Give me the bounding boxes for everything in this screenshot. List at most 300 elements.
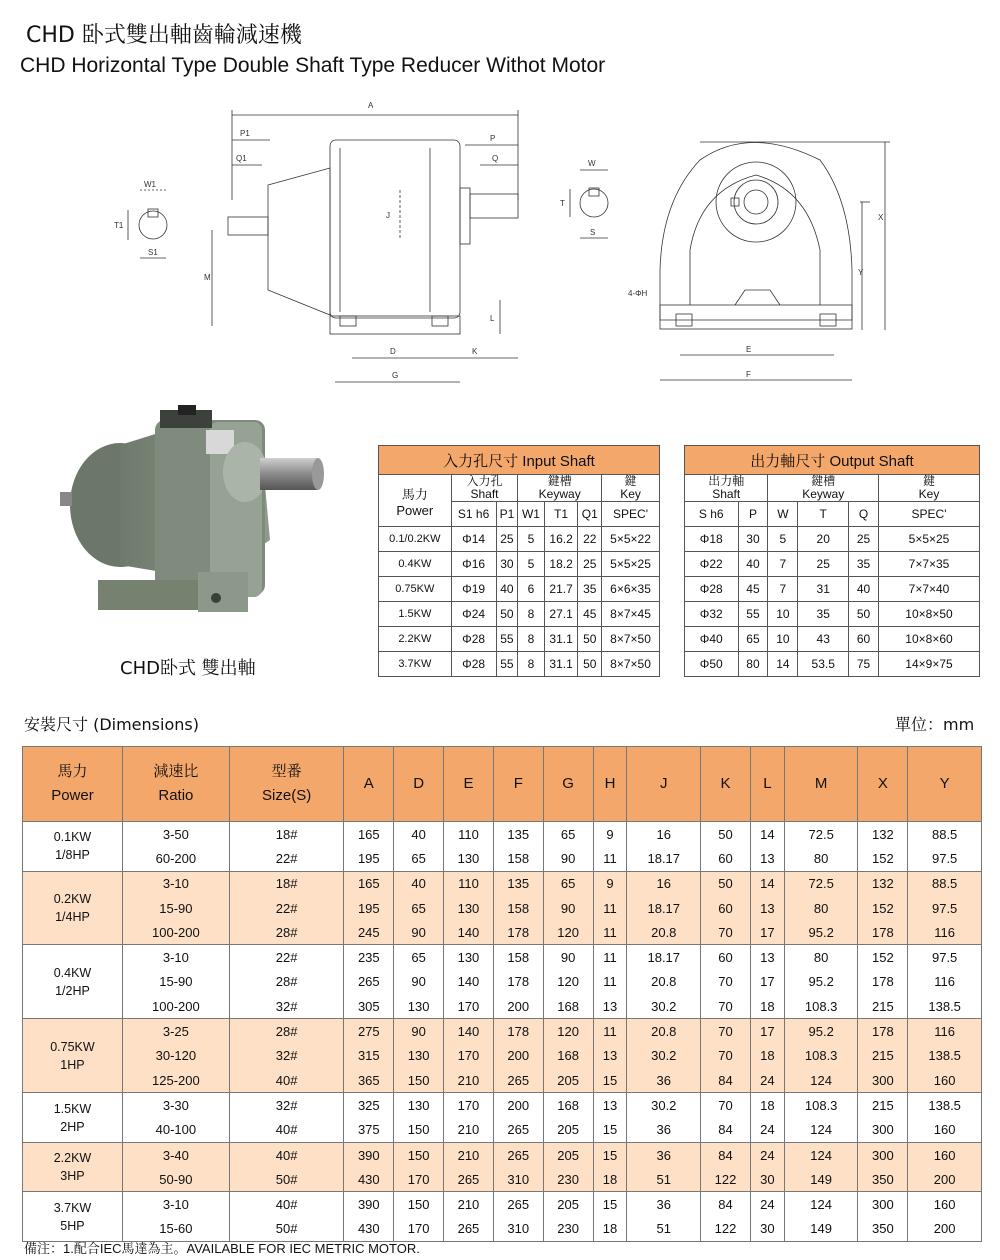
dimensions-table: [22, 746, 982, 1242]
dims-cell: 13: [593, 1093, 627, 1118]
dims-cell: 215: [858, 1093, 908, 1118]
dims-cell: 11: [593, 920, 627, 945]
dims-cell: 200: [908, 1217, 982, 1242]
label-p1: P1: [240, 129, 250, 138]
input-shaft-table: [378, 445, 660, 677]
dims-cell: 165: [344, 871, 394, 896]
dims-cell: 40-100: [122, 1118, 229, 1143]
dims-cell: 50#: [229, 1167, 344, 1192]
table-cell: 31.1: [544, 627, 578, 652]
dims-cell: 13: [750, 896, 784, 920]
input-key-group: 鍵 Key: [602, 475, 660, 502]
dims-col-header: M: [784, 747, 858, 822]
dims-col-header: A: [344, 747, 394, 822]
output-table-header: 出力軸尺寸 Output Shaft: [685, 446, 980, 475]
dims-cell: 210: [444, 1118, 494, 1143]
out-col-header: Q: [849, 502, 879, 527]
in-col-header: T1: [544, 502, 578, 527]
dims-cell: 80: [784, 945, 858, 970]
dims-cell: 50#: [229, 1217, 344, 1242]
table-cell: 8: [518, 602, 544, 627]
dims-cell: 40#: [229, 1142, 344, 1167]
power-cell: 0.75KW 1HP: [23, 1019, 123, 1093]
dims-cell: 350: [858, 1217, 908, 1242]
dims-cell: 18.17: [627, 945, 701, 970]
dims-cell: 30: [750, 1167, 784, 1192]
page-title-zh: CHD 卧式雙出軸齒輪減速機: [26, 23, 302, 48]
dims-col-header: G: [543, 747, 593, 822]
front-view-drawing: [660, 142, 890, 380]
dims-cell: 32#: [229, 1044, 344, 1068]
dims-cell: 18#: [229, 871, 344, 896]
dims-cell: 84: [701, 1118, 751, 1143]
dims-cell: 28#: [229, 1019, 344, 1044]
dims-cell: 90: [543, 945, 593, 970]
dims-cell: 315: [344, 1044, 394, 1068]
dims-cell: 132: [858, 871, 908, 896]
table-row: [379, 527, 660, 552]
dims-cell: 178: [493, 1019, 543, 1044]
dims-cell: 150: [394, 1192, 444, 1217]
label-t1: T1: [114, 221, 124, 230]
table-cell: Φ40: [685, 627, 739, 652]
output-key-group: 鍵 Key: [879, 475, 980, 502]
table-cell: 5: [518, 552, 544, 577]
dims-cell: 88.5: [908, 871, 982, 896]
dims-cell: 18: [750, 994, 784, 1019]
dims-cell: 130: [394, 994, 444, 1019]
dims-row: [23, 945, 982, 970]
dims-cell: 30.2: [627, 1044, 701, 1068]
label-j: J: [386, 211, 390, 220]
dims-cell: 168: [543, 1044, 593, 1068]
table-cell: 0.4KW: [379, 552, 452, 577]
dims-cell: 200: [493, 1093, 543, 1118]
label-q1: Q1: [236, 154, 247, 163]
dims-cell: 40#: [229, 1118, 344, 1143]
dims-cell: 17: [750, 1019, 784, 1044]
table-cell: 35: [578, 577, 602, 602]
dims-cell: 90: [394, 1019, 444, 1044]
dims-cell: 97.5: [908, 846, 982, 871]
table-cell: 0.1/0.2KW: [379, 527, 452, 552]
dims-cell: 18: [750, 1044, 784, 1068]
dims-cell: 265: [493, 1118, 543, 1143]
dims-row: [23, 1192, 982, 1217]
dims-row: [23, 1167, 982, 1192]
dims-cell: 390: [344, 1142, 394, 1167]
dims-cell: 36: [627, 1192, 701, 1217]
table-cell: Φ19: [451, 577, 496, 602]
dims-cell: 36: [627, 1142, 701, 1167]
dims-cell: 15: [593, 1192, 627, 1217]
dims-cell: 20.8: [627, 970, 701, 994]
table-cell: 35: [798, 602, 849, 627]
table-cell: 43: [798, 627, 849, 652]
table-cell: 7×7×35: [879, 552, 980, 577]
table-row: [379, 627, 660, 652]
dims-cell: 300: [858, 1142, 908, 1167]
dims-cell: 18: [750, 1093, 784, 1118]
dims-cell: 152: [858, 896, 908, 920]
dims-cell: 375: [344, 1118, 394, 1143]
dims-cell: 60: [701, 945, 751, 970]
dims-cell: 205: [543, 1068, 593, 1093]
dims-cell: 15-60: [122, 1217, 229, 1242]
dims-cell: 124: [784, 1068, 858, 1093]
dims-cell: 200: [908, 1167, 982, 1192]
photo-caption: CHD卧式 雙出軸: [120, 658, 256, 679]
dims-row: [23, 920, 982, 945]
dims-cell: 168: [543, 994, 593, 1019]
table-cell: 5: [518, 527, 544, 552]
table-cell: 7×7×40: [879, 577, 980, 602]
dims-cell: 130: [444, 846, 494, 871]
input-table-header: 入力孔尺寸 Input Shaft: [379, 446, 660, 475]
dims-cell: 195: [344, 846, 394, 871]
power-cell: 0.1KW 1/8HP: [23, 822, 123, 872]
dims-cell: 18#: [229, 822, 344, 847]
dims-cell: 51: [627, 1217, 701, 1242]
table-cell: 6: [518, 577, 544, 602]
dims-cell: 95.2: [784, 920, 858, 945]
dims-cell: 50: [701, 822, 751, 847]
dims-cell: 51: [627, 1167, 701, 1192]
dims-cell: 28#: [229, 970, 344, 994]
dims-cell: 108.3: [784, 1093, 858, 1118]
dims-row: [23, 1044, 982, 1068]
label-e: E: [746, 345, 752, 354]
dims-cell: 90: [543, 846, 593, 871]
table-cell: 7: [768, 552, 798, 577]
dims-cell: 15-90: [122, 896, 229, 920]
dims-cell: 178: [858, 970, 908, 994]
dims-cell: 32#: [229, 994, 344, 1019]
in-col-header: S1 h6: [451, 502, 496, 527]
table-cell: 65: [738, 627, 768, 652]
dims-cell: 36: [627, 1068, 701, 1093]
dims-cell: 178: [858, 1019, 908, 1044]
dims-row: [23, 1142, 982, 1167]
dims-cell: 116: [908, 1019, 982, 1044]
dims-cell: 230: [543, 1217, 593, 1242]
dims-cell: 15: [593, 1142, 627, 1167]
table-row: [379, 552, 660, 577]
dims-cell: 90: [394, 920, 444, 945]
input-keyway-group: 鍵槽 Keyway: [518, 475, 602, 502]
table-cell: 10×8×50: [879, 602, 980, 627]
dims-cell: 88.5: [908, 822, 982, 847]
dims-cell: 65: [394, 945, 444, 970]
dims-cell: 132: [858, 822, 908, 847]
dims-col-header: E: [444, 747, 494, 822]
table-row: [685, 552, 980, 577]
dims-row: [23, 994, 982, 1019]
dims-cell: 122: [701, 1167, 751, 1192]
table-cell: 45: [578, 602, 602, 627]
dims-cell: 11: [593, 970, 627, 994]
dims-cell: 149: [784, 1217, 858, 1242]
table-row: [379, 652, 660, 677]
page-title-en: CHD Horizontal Type Double Shaft Type Reducer Withot Motor: [20, 54, 606, 77]
dims-cell: 90: [394, 970, 444, 994]
dims-cell: 200: [493, 994, 543, 1019]
table-cell: 55: [496, 627, 518, 652]
dims-cell: 430: [344, 1167, 394, 1192]
dims-cell: 13: [593, 994, 627, 1019]
dims-cell: 265: [444, 1167, 494, 1192]
dims-cell: 84: [701, 1068, 751, 1093]
dims-col-header: K: [701, 747, 751, 822]
dims-cell: 230: [543, 1167, 593, 1192]
power-cell: 2.2KW 3HP: [23, 1142, 123, 1192]
table-cell: 14: [768, 652, 798, 677]
dims-cell: 40: [394, 822, 444, 847]
dims-cell: 158: [493, 846, 543, 871]
dims-cell: 18.17: [627, 846, 701, 871]
dims-cell: 178: [493, 970, 543, 994]
label-y: Y: [858, 268, 864, 277]
dims-cell: 65: [543, 822, 593, 847]
label-p: P: [490, 134, 496, 143]
dims-cell: 135: [493, 822, 543, 847]
table-cell: Φ50: [685, 652, 739, 677]
dims-cell: 152: [858, 846, 908, 871]
dims-cell: 80: [784, 896, 858, 920]
table-cell: 10×8×60: [879, 627, 980, 652]
dims-cell: 60: [701, 846, 751, 871]
table-row: [685, 652, 980, 677]
dims-cell: 158: [493, 945, 543, 970]
dims-cell: 168: [543, 1093, 593, 1118]
dims-cell: 390: [344, 1192, 394, 1217]
dims-cell: 18.17: [627, 896, 701, 920]
output-shaft-group: 出力軸 Shaft: [685, 475, 768, 502]
dims-cell: 84: [701, 1142, 751, 1167]
dims-cell: 205: [543, 1192, 593, 1217]
dims-cell: 178: [493, 920, 543, 945]
dims-cell: 18: [593, 1217, 627, 1242]
dims-cell: 210: [444, 1142, 494, 1167]
in-col-header: Q1: [578, 502, 602, 527]
table-cell: 31: [798, 577, 849, 602]
table-cell: 40: [496, 577, 518, 602]
dims-cell: 40#: [229, 1068, 344, 1093]
dims-cell: 20.8: [627, 1019, 701, 1044]
dims-cell: 170: [444, 994, 494, 1019]
dims-cell: 11: [593, 945, 627, 970]
dims-cell: 60-200: [122, 846, 229, 871]
table-cell: 3.7KW: [379, 652, 452, 677]
label-x: X: [878, 213, 884, 222]
label-s1: S1: [148, 248, 158, 257]
table-cell: 8: [518, 627, 544, 652]
table-cell: 2.2KW: [379, 627, 452, 652]
dims-cell: 3-25: [122, 1019, 229, 1044]
unit-label: 單位：mm: [895, 715, 975, 734]
dims-cell: 300: [858, 1118, 908, 1143]
dims-cell: 3-10: [122, 1192, 229, 1217]
table-cell: Φ28: [451, 652, 496, 677]
dims-cell: 14: [750, 871, 784, 896]
product-photo: [60, 390, 330, 640]
table-cell: Φ28: [451, 627, 496, 652]
dims-cell: 50: [701, 871, 751, 896]
dims-cell: 205: [543, 1118, 593, 1143]
dims-cell: 15: [593, 1118, 627, 1143]
dims-cell: 32#: [229, 1093, 344, 1118]
table-cell: 8×7×50: [602, 627, 660, 652]
dims-cell: 140: [444, 1019, 494, 1044]
label-g: G: [392, 371, 399, 380]
dims-cell: 65: [543, 871, 593, 896]
dims-cell: 70: [701, 994, 751, 1019]
dims-cell: 15: [593, 1068, 627, 1093]
dims-cell: 122: [701, 1217, 751, 1242]
dims-cell: 30.2: [627, 1093, 701, 1118]
dims-cell: 130: [444, 896, 494, 920]
table-row: [685, 602, 980, 627]
dims-cell: 160: [908, 1192, 982, 1217]
dims-cell: 130: [394, 1093, 444, 1118]
dimensions-title: 安裝尺寸 (Dimensions): [24, 715, 199, 734]
dims-cell: 97.5: [908, 945, 982, 970]
out-col-header: SPEC': [879, 502, 980, 527]
table-cell: 0.75KW: [379, 577, 452, 602]
input-power-header: 馬力 Power: [379, 475, 452, 527]
dims-cell: 300: [858, 1068, 908, 1093]
table-cell: 50: [578, 652, 602, 677]
dims-cell: 235: [344, 945, 394, 970]
table-row: [685, 577, 980, 602]
dims-cell: 365: [344, 1068, 394, 1093]
dims-cell: 275: [344, 1019, 394, 1044]
label-w: W: [588, 159, 596, 168]
table-cell: 25: [849, 527, 879, 552]
label-t: T: [560, 199, 565, 208]
dims-cell: 84: [701, 1192, 751, 1217]
dims-cell: 165: [344, 822, 394, 847]
output-keyway-group: 鍵槽 Keyway: [768, 475, 879, 502]
dims-cell: 210: [444, 1068, 494, 1093]
dims-col-header: J: [627, 747, 701, 822]
dims-cell: 310: [493, 1167, 543, 1192]
output-keyway-drawing: [570, 170, 608, 238]
dims-cell: 265: [444, 1217, 494, 1242]
label-d: D: [390, 347, 396, 356]
table-cell: 8×7×45: [602, 602, 660, 627]
dims-cell: 70: [701, 1019, 751, 1044]
table-cell: 6×6×35: [602, 577, 660, 602]
dims-cell: 28#: [229, 920, 344, 945]
dims-cell: 11: [593, 1019, 627, 1044]
dims-cell: 3-10: [122, 945, 229, 970]
dims-cell: 65: [394, 896, 444, 920]
dims-cell: 124: [784, 1192, 858, 1217]
power-cell: 1.5KW 2HP: [23, 1093, 123, 1143]
table-cell: Φ24: [451, 602, 496, 627]
table-cell: 21.7: [544, 577, 578, 602]
power-cell: 0.4KW 1/2HP: [23, 945, 123, 1019]
table-cell: 25: [496, 527, 518, 552]
dims-cell: 11: [593, 896, 627, 920]
table-cell: 30: [738, 527, 768, 552]
dims-cell: 70: [701, 920, 751, 945]
dims-cell: 265: [493, 1068, 543, 1093]
table-cell: Φ22: [685, 552, 739, 577]
label-l: L: [490, 314, 495, 323]
input-shaft-group: 入力孔 Shaft: [451, 475, 518, 502]
table-cell: 55: [496, 652, 518, 677]
label-k: K: [472, 347, 478, 356]
table-cell: 25: [578, 552, 602, 577]
table-cell: 18.2: [544, 552, 578, 577]
dims-cell: 3-50: [122, 822, 229, 847]
dims-cell: 116: [908, 920, 982, 945]
dims-cell: 13: [750, 945, 784, 970]
label-m: M: [204, 273, 211, 282]
dims-col-header: X: [858, 747, 908, 822]
dims-cell: 11: [593, 846, 627, 871]
dims-cell: 13: [750, 846, 784, 871]
dims-cell: 70: [701, 1093, 751, 1118]
dims-cell: 265: [493, 1142, 543, 1167]
dims-cell: 24: [750, 1192, 784, 1217]
table-cell: 35: [849, 552, 879, 577]
dims-cell: 160: [908, 1142, 982, 1167]
dims-cell: 170: [394, 1217, 444, 1242]
dims-cell: 170: [444, 1093, 494, 1118]
dims-cell: 70: [701, 970, 751, 994]
power-cell: 0.2KW 1/4HP: [23, 871, 123, 945]
dims-col-header: D: [394, 747, 444, 822]
label-s: S: [590, 228, 596, 237]
table-cell: 5×5×25: [602, 552, 660, 577]
dims-cell: 22#: [229, 945, 344, 970]
dims-cell: 160: [908, 1068, 982, 1093]
dims-cell: 305: [344, 994, 394, 1019]
out-col-header: W: [768, 502, 798, 527]
dims-cell: 205: [543, 1142, 593, 1167]
dims-cell: 170: [394, 1167, 444, 1192]
table-cell: 50: [849, 602, 879, 627]
dims-cell: 138.5: [908, 994, 982, 1019]
dims-cell: 130: [394, 1044, 444, 1068]
label-f: F: [746, 370, 751, 379]
dims-cell: 125-200: [122, 1068, 229, 1093]
table-cell: 45: [738, 577, 768, 602]
dims-cell: 24: [750, 1068, 784, 1093]
dims-col-header: H: [593, 747, 627, 822]
dims-cell: 110: [444, 822, 494, 847]
dims-cell: 65: [394, 846, 444, 871]
dims-cell: 9: [593, 822, 627, 847]
dims-cell: 15-90: [122, 970, 229, 994]
dims-cell: 60: [701, 896, 751, 920]
dims-row: [23, 1118, 982, 1143]
dims-cell: 9: [593, 871, 627, 896]
dims-cell: 430: [344, 1217, 394, 1242]
dims-cell: 14: [750, 822, 784, 847]
dims-cell: 17: [750, 970, 784, 994]
dims-cell: 265: [493, 1192, 543, 1217]
dims-cell: 22#: [229, 846, 344, 871]
dims-cell: 135: [493, 871, 543, 896]
table-cell: 50: [578, 627, 602, 652]
dims-cell: 16: [627, 871, 701, 896]
table-cell: 53.5: [798, 652, 849, 677]
dims-cell: 149: [784, 1167, 858, 1192]
